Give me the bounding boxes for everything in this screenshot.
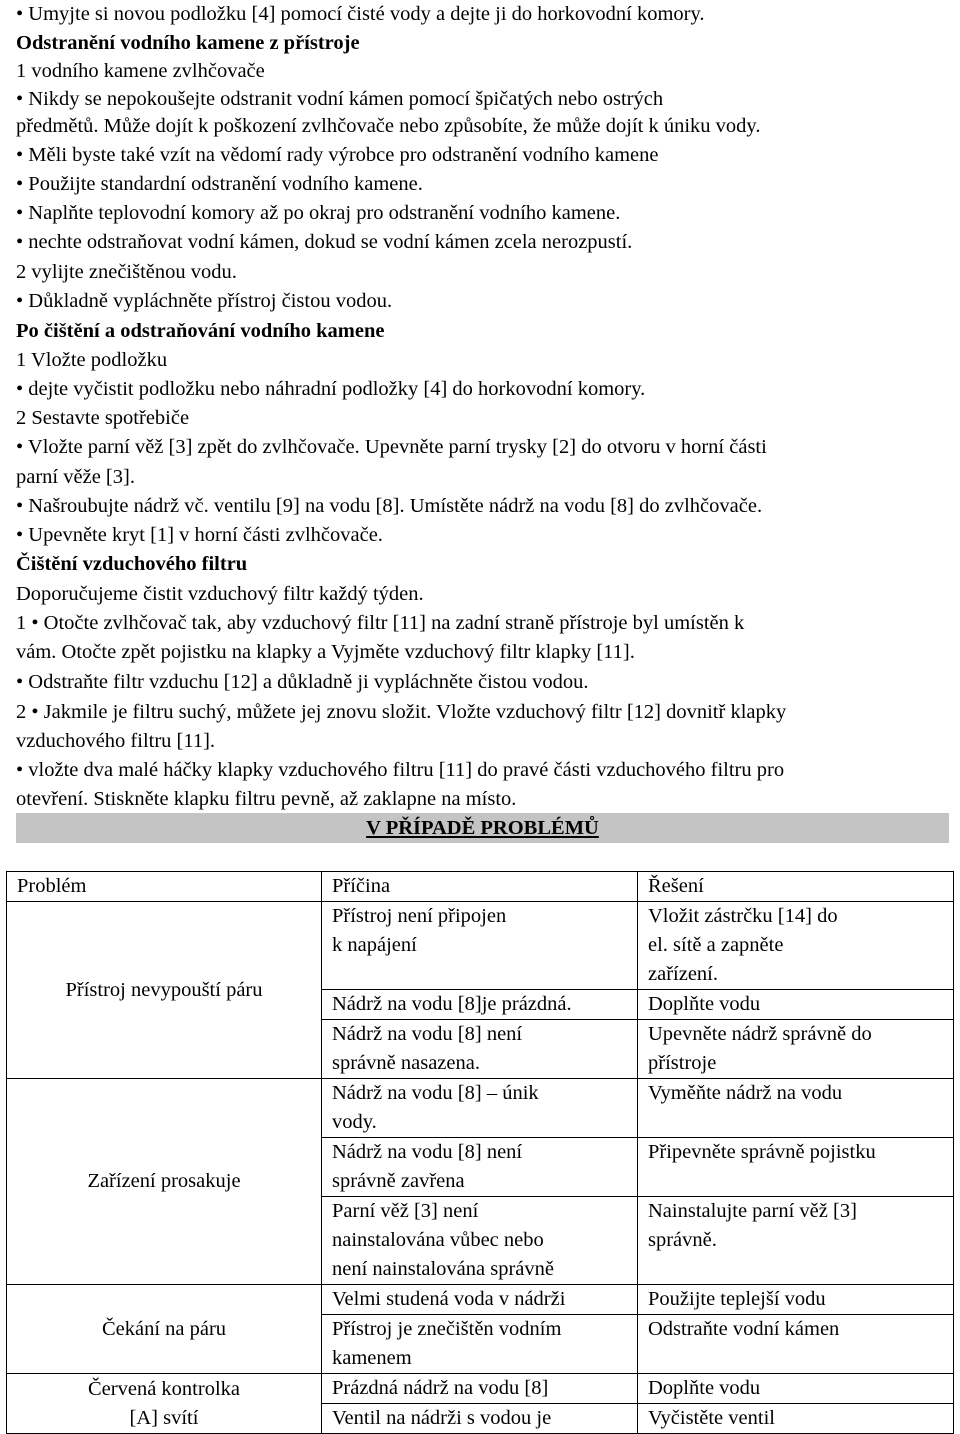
solution-cell [638,1079,954,1138]
header-problem: Problém [7,872,322,902]
cause-text: není nainstalována správně [332,1258,555,1280]
heading-air-filter: Čištění vzduchového filtru [16,553,248,575]
problem-text: [A] svítí [129,1406,199,1429]
text-line: 1 vodního kamene zvlhčovače [16,60,265,82]
cause-text: Nádrž na vodu [8] není [332,1141,523,1163]
cause-text: Prázdná nádrž na vodu [8] [332,1377,549,1399]
solution-cell [638,990,954,1020]
solution-text: Vložit zástrčku [14] do [648,905,838,927]
section-title: V PŘÍPADĚ PROBLÉMŮ [366,817,599,839]
solution-text: Vyčistěte ventil [648,1407,775,1429]
solution-cell [638,1404,954,1434]
solution-cell [638,1020,954,1079]
solution-text: Odstraňte vodní kámen [648,1318,840,1340]
solution-text: přístroje [648,1052,717,1074]
text-line: vzduchového filtru [11]. [16,730,216,752]
cause-cell [322,1285,638,1315]
text-line: • Naplňte teplovodní komory až po okraj pro odstranění vodního kamene. [16,202,621,224]
solution-text: Použijte teplejší vodu [648,1288,826,1310]
text-line: 1 • Otočte zvlhčovač tak, aby vzduchový filtr [11] na zadní straně přístroje byl umístěn k [16,612,745,634]
table-header-row [7,872,954,902]
cause-cell [322,990,638,1020]
table-row [7,1285,954,1315]
text-line: • Umyjte si novou podložku [4] pomocí čisté vody a dejte ji do horkovodní komory. [16,3,705,25]
solution-text: Nainstalujte parní věž [3] [648,1200,857,1222]
solution-text: Doplňte vodu [648,1377,761,1399]
cause-cell [322,1138,638,1197]
cause-cell [322,1404,638,1434]
troubleshooting-table [6,871,954,1434]
solution-text: Připevněte správně pojistku [648,1141,876,1163]
cause-cell [322,1020,638,1079]
text-line: • Vložte parní věž [3] zpět do zvlhčovače. Upevněte parní trysky [2] do otvoru v horní části [16,436,767,458]
solution-cell [638,1197,954,1285]
text-line: • nechte odstraňovat vodní kámen, dokud se vodní kámen zcela nerozpustí. [16,231,633,253]
text-line: Doporučujeme čistit vzduchový filtr každý týden. [16,583,424,605]
solution-cell [638,1285,954,1315]
solution-text: správně. [648,1229,717,1251]
text-line: 2 • Jakmile je filtru suchý, můžete jej znovu složit. Vložte vzduchový filtr [12] dovnitř klapky [16,701,787,723]
cause-text: Přístroj není připojen [332,905,507,927]
cause-text: Nádrž na vodu [8]je prázdná. [332,993,572,1015]
cause-text: Nádrž na vodu [8] není [332,1023,523,1045]
solution-cell [638,1138,954,1197]
text-line: otevření. Stiskněte klapku filtru pevně, až zaklapne na místo. [16,788,517,810]
cause-text: kamenem [332,1347,412,1369]
cause-cell [322,1315,638,1374]
table-row [7,1079,954,1138]
table-row [7,1374,954,1404]
text-line: • Našroubujte nádrž vč. ventilu [9] na vodu [8]. Umístěte nádrž na vodu [8] do zvlhčovače. [16,495,763,517]
table-row [7,902,954,990]
solution-cell [638,1315,954,1374]
text-line: předmětů. Může dojít k poškození zvlhčovače nebo způsobíte, že může dojít k úniku vody. [16,115,761,137]
cause-text: správně nasazena. [332,1052,480,1074]
solution-text: Vyměňte nádrž na vodu [648,1082,843,1104]
cause-text: vody. [332,1111,377,1133]
cause-cell [322,1079,638,1138]
solution-text: Upevněte nádrž správně do [648,1023,872,1045]
text-line: • Nikdy se nepokoušejte odstranit vodní kámen pomocí špičatých nebo ostrých [16,88,664,110]
problem-cell [7,1374,322,1434]
cause-text: Parní věž [3] není [332,1200,479,1222]
solution-cell [638,902,954,990]
cause-text: Velmi studená voda v nádrži [332,1288,566,1310]
text-line: 1 Vložte podložku [16,349,168,371]
text-line: • Důkladně vypláchněte přístroj čistou vodou. [16,290,393,312]
text-line: • vložte dva malé háčky klapky vzduchového filtru [11] do pravé části vzduchového filtru pro [16,759,785,781]
cause-text: správně zavřena [332,1170,465,1192]
problem-cell: Čekání na páru [7,1285,322,1374]
header-solution: Řešení [638,872,954,902]
text-line: vám. Otočte zpět pojistku na klapky a Vyjměte vzduchový filtr klapky [11]. [16,641,635,663]
text-line: • Upevněte kryt [1] v horní části zvlhčovače. [16,524,383,546]
text-line: parní věže [3]. [16,466,135,488]
heading-descaling: Odstranění vodního kamene z přístroje [16,32,360,54]
cause-text: k napájení [332,934,417,956]
cause-cell [322,1197,638,1285]
problem-text: Červená kontrolka [88,1377,240,1400]
text-line: • Použijte standardní odstranění vodního kamene. [16,173,423,195]
problem-cell: Zařízení prosakuje [7,1079,322,1285]
solution-text: el. sítě a zapněte [648,934,784,956]
solution-cell [638,1374,954,1404]
cause-text: Nádrž na vodu [8] – únik [332,1082,539,1104]
cause-cell [322,1374,638,1404]
text-line: 2 Sestavte spotřebiče [16,407,190,429]
cause-text: Ventil na nádrži s vodou je [332,1407,552,1429]
problem-cell: Přístroj nevypouští páru [7,902,322,1079]
solution-text: zařízení. [648,963,718,985]
header-cause: Příčina [322,872,638,902]
text-line: • Měli byste také vzít na vědomí rady výrobce pro odstranění vodního kamene [16,144,659,166]
cause-text: nainstalována vůbec nebo [332,1229,544,1251]
text-line: 2 vylijte znečištěnou vodu. [16,261,237,283]
section-title-banner [16,813,949,843]
heading-after-cleaning: Po čištění a odstraňování vodního kamene [16,320,385,342]
cause-cell [322,902,638,990]
solution-text: Doplňte vodu [648,993,761,1015]
text-line: • Odstraňte filtr vzduchu [12] a důkladně ji vypláchněte čistou vodou. [16,671,589,693]
text-line: • dejte vyčistit podložku nebo náhradní podložky [4] do horkovodní komory. [16,378,646,400]
cause-text: Přístroj je znečištěn vodním [332,1318,562,1340]
